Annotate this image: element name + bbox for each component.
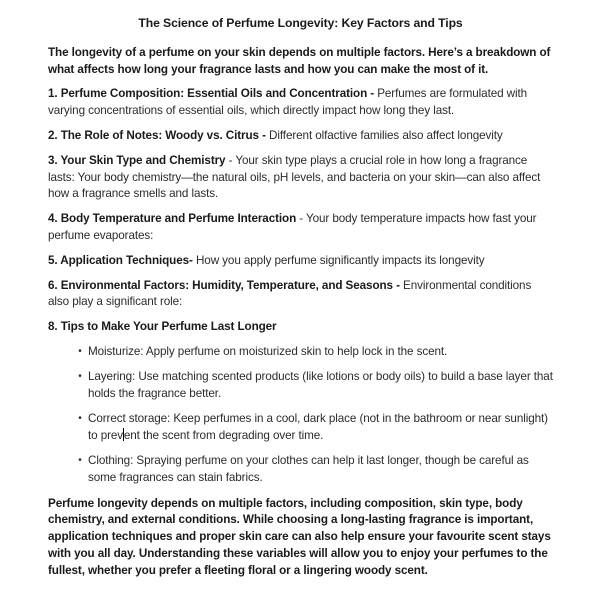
bullet-text	[88, 411, 553, 445]
list-item-layering[interactable]	[48, 369, 553, 403]
tips-heading[interactable]: 8. Tips to Make Your Perfume Last Longer	[48, 320, 277, 334]
section-paragraph-4[interactable]	[48, 211, 553, 245]
section-6-body: Environmental conditions also play a significant role:	[48, 278, 532, 309]
section-4-body: - Your body temperature impacts how fast your perfume evaporates:	[48, 212, 537, 242]
bullet-text-after-caret: ent the scent from degrading over time.	[123, 429, 324, 443]
tips-bullet-list	[48, 344, 553, 487]
conclusion-paragraph[interactable]: Perfume longevity depends on multiple factors, including composition, skin type, body chemistry, and external conditions. While choosing a long-lasting fragrance is important, application techniques and proper skin care can also help ensure your favourite scent stays with you all day. Understanding these variables will allow you to enjoy your perfumes to the fullest, whether you prefer a fleeting floral or a lingering woody scent.	[48, 496, 551, 577]
section-1-body: Perfumes are formulated with varying concentrations of essential oils, which directly impact how long they last.	[48, 87, 528, 118]
intro-paragraph[interactable]: The longevity of a perfume on your skin depends on multiple factors. Here’s a breakdown of what affects how long your fragrance lasts and how you can make the most of it.	[48, 45, 551, 76]
bullet-icon: •	[78, 455, 82, 467]
section-2-body: Different olfactive families also affect longevity	[269, 128, 503, 142]
section-paragraph-3[interactable]	[48, 153, 553, 203]
document-title[interactable]: The Science of Perfume Longevity: Key Factors and Tips	[138, 16, 463, 30]
bullet-text: Moisturize: Apply perfume on moisturized skin to help lock in the scent.	[88, 344, 448, 358]
bullet-text-before-caret: Correct storage: Keep perfumes in a cool, dark place (not in the bathroom or near sunlight) to prev	[88, 412, 548, 443]
section-1-label: 1. Perfume Composition: Essential Oils and Concentration -	[48, 87, 378, 101]
list-item-correct-storage[interactable]	[48, 411, 553, 445]
bullet-text: Clothing: Spraying perfume on your clothes can help it last longer, though be careful as some fragrances can stain fabrics.	[88, 454, 529, 485]
bullet-icon: •	[78, 371, 82, 383]
section-5-label: 5. Application Techniques-	[48, 253, 196, 267]
section-6-label: 6. Environmental Factors: Humidity, Temperature, and Seasons -	[48, 278, 404, 292]
section-paragraph-6[interactable]	[48, 278, 553, 312]
section-3-label: 3. Your Skin Type and Chemistry	[48, 153, 226, 167]
bullet-text: Layering: Use matching scented products (like lotions or body oils) to build a base layer that holds the fragrance better.	[88, 370, 553, 401]
section-4-label: 4. Body Temperature and Perfume Interaction	[48, 212, 297, 226]
section-paragraph-2[interactable]	[48, 128, 553, 145]
list-item-moisturize[interactable]	[48, 344, 553, 361]
section-2-label: 2. The Role of Notes: Woody vs. Citrus -	[48, 128, 270, 142]
section-paragraph-5[interactable]	[48, 253, 553, 270]
bullet-icon: •	[78, 413, 82, 425]
section-5-body: How you apply perfume significantly impacts its longevity	[195, 253, 485, 267]
section-3-body: - Your skin type plays a crucial role in how long a fragrance lasts: Your body chemistry—the natural oils, pH levels, and bacteria on your skin—can also affect how a fragrance smells and lasts.	[48, 153, 541, 201]
list-item-clothing[interactable]	[48, 453, 553, 487]
section-paragraph-1[interactable]	[48, 86, 553, 120]
bullet-icon: •	[78, 345, 82, 357]
